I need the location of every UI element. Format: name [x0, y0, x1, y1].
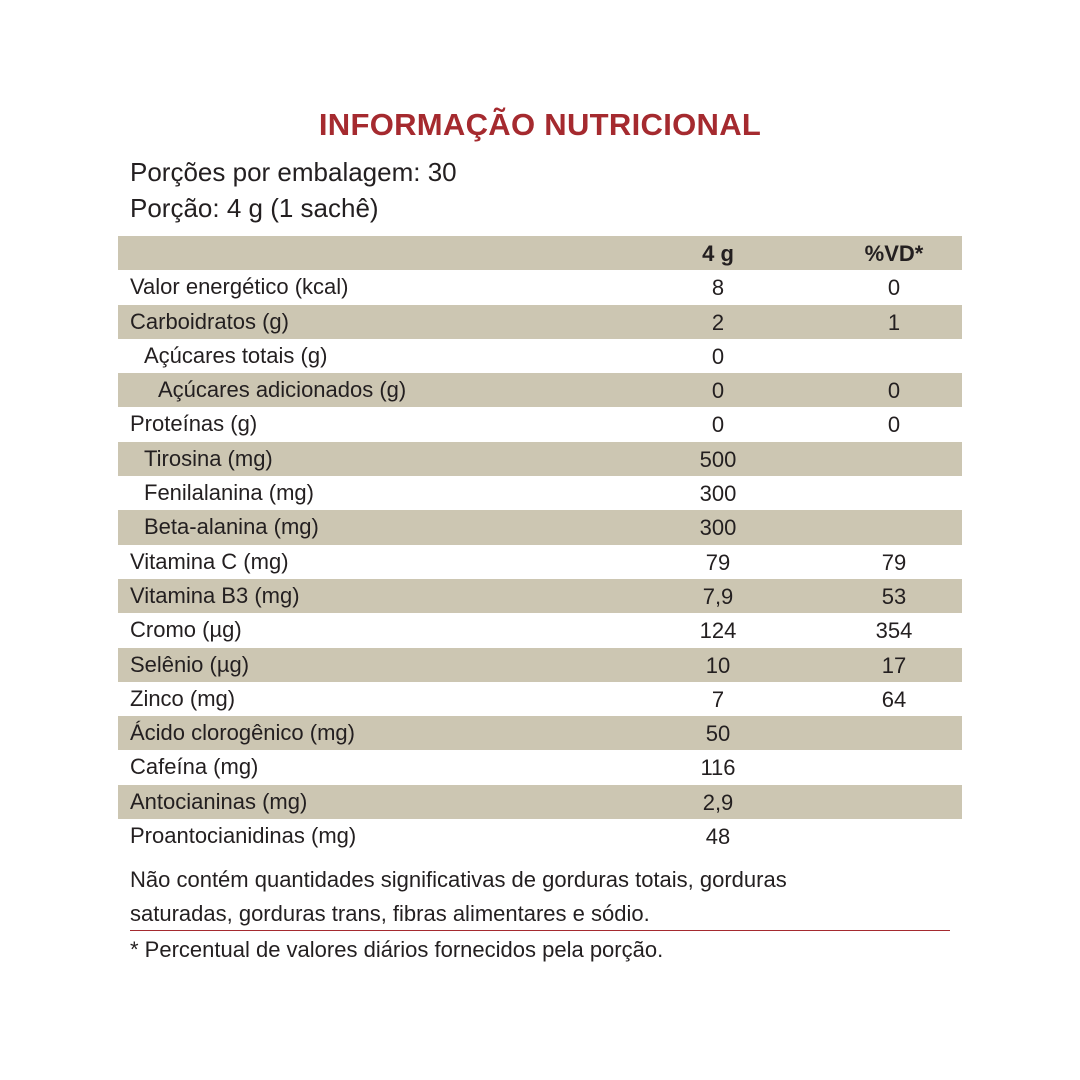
- footnote: * Percentual de valores diários fornecidos pela porção.: [130, 937, 664, 962]
- row-amount: 0: [711, 343, 725, 369]
- table-row: [118, 545, 962, 579]
- row-amount: 7: [711, 686, 725, 712]
- row-amount: 124: [699, 618, 737, 644]
- row-daily-value: 79: [881, 549, 907, 575]
- row-amount: 500: [699, 446, 737, 472]
- table-row: [118, 373, 962, 407]
- nutrition-table: [118, 236, 962, 853]
- table-row: [118, 305, 962, 339]
- column-header-daily-value: %VD*: [864, 241, 924, 266]
- servings-per-package: Porções por embalagem: 30: [130, 157, 457, 187]
- row-label: Fenilalanina (mg): [144, 480, 314, 506]
- row-amount: 2,9: [702, 789, 734, 815]
- row-label: Vitamina C (mg): [130, 548, 289, 574]
- table-row: [118, 442, 962, 476]
- serving-size: Porção: 4 g (1 sachê): [130, 193, 379, 223]
- table-row: [118, 407, 962, 441]
- table-row: [118, 476, 962, 510]
- table-row: [118, 339, 962, 373]
- table-row: [118, 510, 962, 544]
- row-label: Ácido clorogênico (mg): [130, 720, 355, 746]
- row-daily-value: 0: [887, 275, 901, 301]
- page-title: INFORMAÇÃO NUTRICIONAL: [318, 107, 762, 142]
- row-amount: 48: [705, 824, 731, 850]
- table-row: [118, 750, 962, 784]
- row-label: Proantocianidinas (mg): [130, 823, 357, 849]
- table-row: [118, 579, 962, 613]
- disclaimer-line-2: saturadas, gorduras trans, fibras alimentares e sódio.: [130, 901, 650, 926]
- row-amount: 50: [705, 721, 731, 747]
- row-amount: 0: [711, 378, 725, 404]
- table-header-row: [118, 236, 962, 270]
- row-amount: 0: [711, 412, 725, 438]
- row-label: Valor energético (kcal): [130, 274, 349, 300]
- row-amount: 7,9: [702, 583, 734, 609]
- row-label: Vitamina B3 (mg): [130, 582, 300, 608]
- row-label: Beta-alanina (mg): [144, 514, 319, 540]
- row-amount: 2: [711, 309, 725, 335]
- column-header-amount: 4 g: [702, 241, 734, 266]
- disclaimer-line-1: Não contém quantidades significativas de gorduras totais, gorduras: [130, 867, 787, 892]
- table-row: [118, 648, 962, 682]
- row-amount: 116: [700, 755, 736, 781]
- row-label: Cafeína (mg): [130, 754, 259, 780]
- row-amount: 8: [711, 275, 725, 301]
- row-label: Selênio (µg): [130, 651, 250, 677]
- row-daily-value: 0: [887, 378, 901, 404]
- row-label: Tirosina (mg): [144, 445, 273, 471]
- row-daily-value: 0: [887, 412, 901, 438]
- row-label: Carboidratos (g): [130, 308, 289, 334]
- table-row: [118, 785, 962, 819]
- table-row: [118, 613, 962, 647]
- row-label: Proteínas (g): [130, 411, 258, 437]
- row-amount: 10: [705, 652, 731, 678]
- row-daily-value: 53: [881, 583, 907, 609]
- row-label: Cromo (µg): [130, 617, 242, 643]
- table-row: [118, 819, 962, 853]
- row-daily-value: 17: [881, 652, 907, 678]
- row-daily-value: 1: [887, 309, 901, 335]
- table-row: [118, 716, 962, 750]
- row-label: Antocianinas (mg): [130, 788, 308, 814]
- row-amount: 79: [705, 549, 731, 575]
- row-daily-value: 354: [875, 618, 913, 644]
- footnote-divider: [130, 930, 950, 931]
- row-label: Zinco (mg): [130, 685, 236, 711]
- table-row: [118, 682, 962, 716]
- row-label: Açúcares adicionados (g): [158, 377, 407, 403]
- row-label: Açúcares totais (g): [144, 342, 328, 368]
- row-amount: 300: [699, 481, 737, 507]
- row-daily-value: 64: [881, 686, 907, 712]
- row-amount: 300: [699, 515, 737, 541]
- table-row: [118, 270, 962, 304]
